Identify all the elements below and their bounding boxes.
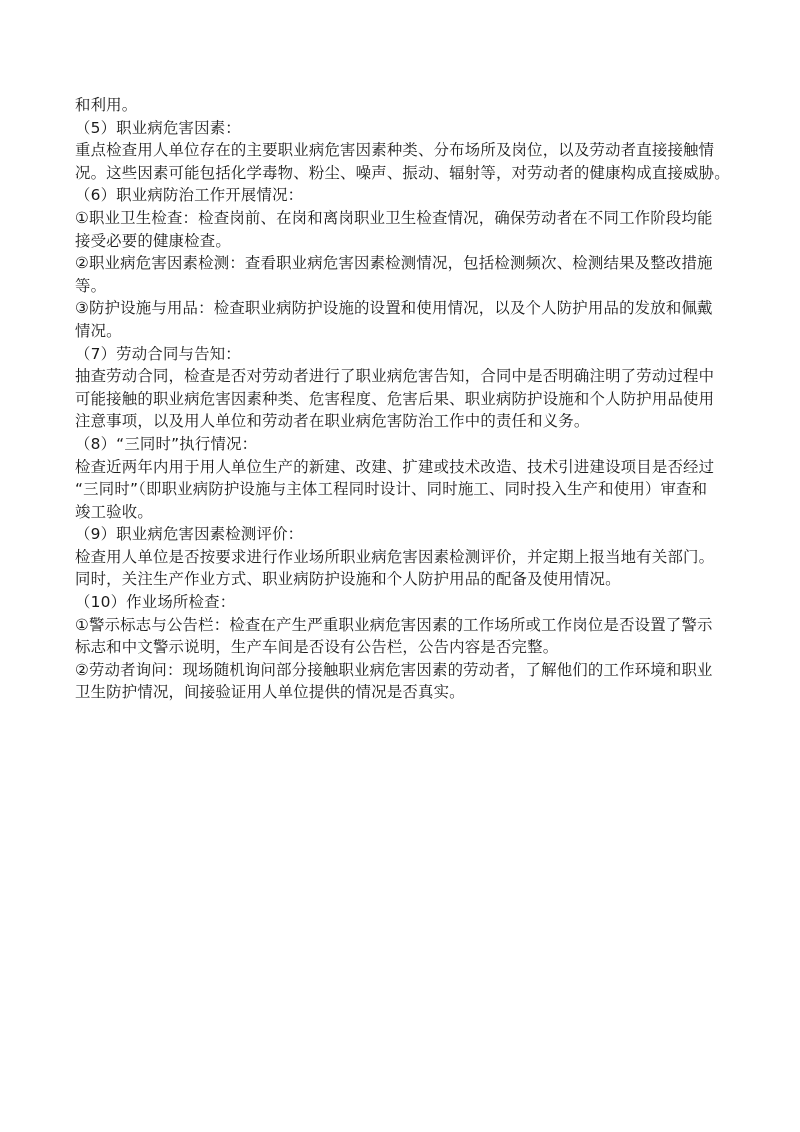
- text-line: 情况。: [75, 321, 122, 340]
- list-item-3: ③防护设施与用品：检查职业病防护设施的设置和使用情况，以及个人防护用品的发放和佩戴: [75, 299, 713, 318]
- section-heading-6: （6）职业病防治工作开展情况：: [75, 186, 304, 205]
- text-line: 等。: [75, 276, 107, 295]
- text-line: 竣工验收。: [75, 502, 153, 521]
- list-item-2: ②劳动者询问：现场随机询问部分接触职业病危害因素的劳动者，了解他们的工作环境和职业: [75, 660, 713, 679]
- section-heading-8: （8）“三同时”执行情况：: [75, 434, 258, 453]
- text-line: 和利用。: [75, 96, 138, 114]
- section-heading-10: （10）作业场所检查：: [75, 593, 236, 612]
- text-line: 接受必要的健康检查。: [75, 231, 231, 250]
- text-line: 抽查劳动合同，检查是否对劳动者进行了职业病危害告知，合同中是否明确注明了劳动过程中: [75, 367, 715, 386]
- section-heading-9: （9）职业病危害因素检测评价：: [75, 525, 304, 544]
- list-item-1: ①警示标志与公告栏：检查在产生严重职业病危害因素的工作场所或工作岗位是否设置了警示: [75, 615, 713, 634]
- text-line: 重点检查用人单位存在的主要职业病危害因素种类、分布场所及岗位，以及劳动者直接接触情: [75, 141, 715, 160]
- text-line: “三同时”（即职业病防护设施与主体工程同时设计、同时施工、同时投入生产和使用）审查和: [75, 480, 708, 499]
- text-line: 况。这些因素可能包括化学毒物、粉尘、噪声、振动、辐射等，对劳动者的健康构成直接威胁。: [75, 163, 730, 182]
- text-line: 检查用人单位是否按要求进行作业场所职业病危害因素检测评价，并定期上报当地有关部门。: [75, 547, 715, 566]
- list-item-2: ②职业病危害因素检测：查看职业病危害因素检测情况，包括检测频次、检测结果及整改措施: [75, 254, 713, 273]
- text-line: 标志和中文警示说明，生产车间是否设有公告栏，公告内容是否完整。: [75, 638, 559, 657]
- text-line: 注意事项，以及用人单位和劳动者在职业病危害防治工作中的责任和义务。: [75, 412, 590, 431]
- text-line: 同时，关注生产作业方式、职业病防护设施和个人防护用品的配备及使用情况。: [75, 570, 621, 589]
- section-heading-5: （5）职业病危害因素：: [75, 118, 241, 137]
- text-line: 可能接触的职业病危害因素种类、危害程度、危害后果、职业病防护设施和个人防护用品使用: [75, 389, 715, 408]
- list-item-1: ①职业卫生检查：检查岗前、在岗和离岗职业卫生检查情况，确保劳动者在不同工作阶段均能: [75, 208, 713, 227]
- text-line: 卫生防护情况，间接验证用人单位提供的情况是否真实。: [75, 683, 465, 702]
- section-heading-7: （7）劳动合同与告知：: [75, 344, 241, 363]
- document-body: [75, 94, 735, 704]
- text-line: 检查近两年内用于用人单位生产的新建、改建、扩建或技术改造、技术引进建设项目是否经过: [75, 457, 715, 476]
